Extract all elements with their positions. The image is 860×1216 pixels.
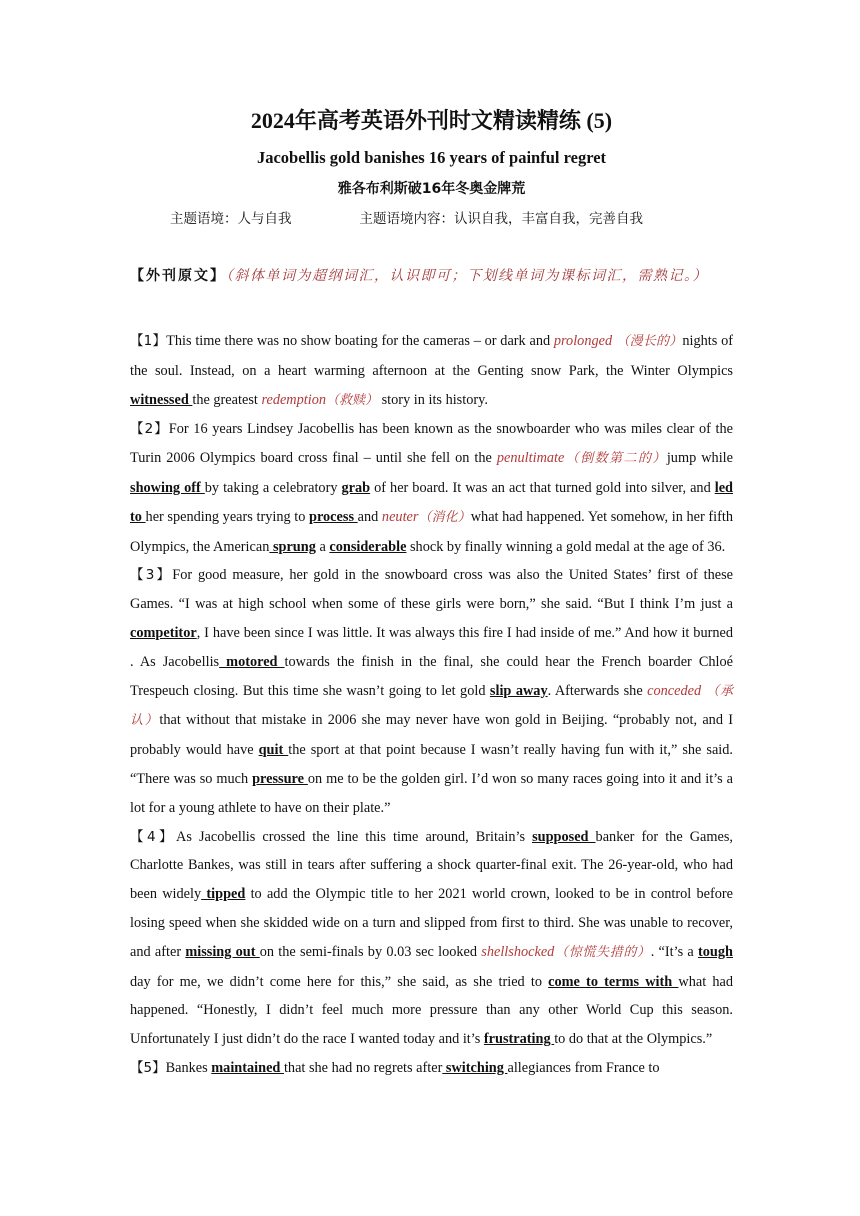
- text-run: the greatest: [192, 391, 262, 408]
- key-word: witnessed: [130, 391, 193, 408]
- key-word: tipped: [201, 886, 246, 903]
- article-body: [130, 327, 733, 1083]
- text-run: Bankes: [165, 1059, 212, 1076]
- advanced-word-en: prolonged: [553, 333, 613, 349]
- text-run: story in its history.: [378, 391, 488, 408]
- advanced-word-gloss: （消化）: [418, 509, 471, 525]
- text-run: to add the Olympic title to her 2021 world crown, looked to be in control before losing speed when she skidded wide on a turn and slipped from first to third. She was unable to recover, and after: [130, 886, 734, 960]
- section-heading: 【外刊原文】: [130, 268, 226, 284]
- key-word: motored: [219, 653, 285, 670]
- key-word: slip away: [489, 682, 548, 699]
- section-note: （斜体单词为超纲词汇，认识即可；下划线单词为课标词汇，需熟记。）: [226, 268, 708, 284]
- text-run: on the semi-finals by 0.03 sec looked: [259, 943, 482, 960]
- key-word: maintained: [211, 1059, 284, 1076]
- advanced-word-en: penultimate: [496, 450, 565, 467]
- advanced-word-en: redemption: [261, 391, 327, 408]
- text-run: shock by finally winning a gold medal at the age of 36.: [406, 538, 726, 555]
- text-run: This time there was no show boating for the cameras – or dark and: [166, 333, 554, 349]
- text-run: her spending years trying to: [145, 508, 309, 525]
- key-word: quit: [258, 742, 289, 759]
- advanced-word-gloss: （救赎）: [326, 392, 379, 408]
- key-word: missing out: [185, 943, 260, 960]
- key-word: considerable: [329, 538, 407, 555]
- theme-content: 主题语境内容：认识自我，丰富自我，完善自我: [359, 211, 643, 227]
- key-word: come to terms with: [548, 973, 679, 990]
- advanced-word-gloss: （倒数第二的）: [564, 451, 667, 467]
- key-word: tough: [698, 943, 733, 960]
- text-run: and: [357, 508, 382, 525]
- advanced-word-gloss: （漫长的）: [612, 334, 683, 349]
- advanced-word-gloss: （承认）: [130, 683, 733, 729]
- paragraph-number: 【3】: [130, 567, 173, 584]
- key-word: led to: [130, 479, 734, 525]
- advanced-word: [497, 450, 667, 466]
- key-word: showing off: [130, 479, 205, 496]
- advanced-word-en: shellshocked: [481, 943, 555, 960]
- text-run: by taking a celebratory: [204, 479, 342, 496]
- key-word: competitor: [130, 624, 197, 641]
- text-run: jump while: [666, 450, 733, 467]
- paragraph-number: 【4】: [130, 828, 177, 845]
- text-run: that she had no regrets after: [283, 1059, 443, 1076]
- text-run: . Afterwards she: [547, 682, 648, 699]
- key-word: sprung: [269, 538, 316, 555]
- key-word: switching: [442, 1059, 508, 1076]
- notice-line: [130, 262, 733, 291]
- text-run: towards the finish in the final, she could hear the French boarder Chloé Trespeuch closing. But this time she wasn’t going to let gold: [130, 653, 733, 699]
- paragraph-2: [130, 415, 733, 561]
- document-title: 2024年高考英语外刊时文精读精练 (5): [250, 108, 613, 133]
- text-run: to do that at the Olympics.”: [554, 1031, 713, 1048]
- theme-label: 主题语境：人与自我: [170, 211, 292, 227]
- text-run: that without that mistake in 2006 she may never have won gold in Beijing. “probably not, and I probably would have: [130, 712, 733, 759]
- advanced-word-en: conceded: [647, 682, 702, 699]
- paragraph-number: 【1】: [130, 333, 167, 349]
- article-headline-cn: 雅各布利斯破16年冬奥金牌荒: [337, 181, 526, 197]
- paragraph-1: [130, 327, 733, 415]
- text-run: what had happened. “Honestly, I didn’t feel much more pressure than any other World Cup this season. Unfortunately I just didn’t do the race I wanted today and it’s: [130, 973, 733, 1048]
- text-run: . “It’s a: [650, 943, 699, 960]
- paragraph-3: [130, 561, 733, 822]
- text-run: on me to be the golden girl. I’d won so many races going into it and it’s a lot for a young athlete to have on their plate.”: [130, 770, 733, 816]
- paragraph-number: 【2】: [130, 421, 169, 438]
- text-run: For good measure, her gold in the snowboard cross was also the United States’ first of these Games. “I was at high school when some of these girls were born,” she said. “But I think I’m just a: [130, 567, 733, 613]
- advanced-word-en: neuter: [381, 508, 419, 525]
- text-run: a: [315, 538, 330, 555]
- advanced-word: [554, 333, 683, 349]
- text-run: As Jacobellis crossed the line this time around, Britain’s: [176, 828, 533, 845]
- paragraph-number: 【5】: [130, 1059, 166, 1076]
- key-word: process: [309, 508, 358, 525]
- advanced-word: [382, 509, 471, 525]
- advanced-word: [261, 392, 378, 408]
- text-run: day for me, we didn’t come here for this,” she said, as she tried to: [130, 973, 549, 990]
- paragraph-4: [130, 823, 733, 1054]
- theme-line: [170, 207, 643, 227]
- text-run: of her board. It was an act that turned gold into silver, and: [370, 479, 715, 496]
- text-run: For 16 years Lindsey Jacobellis has been known as the snowboarder who was miles clear of the Turin 2006 Olympics board cross final – until she fell on the: [130, 421, 733, 467]
- paragraph-5: [130, 1054, 733, 1083]
- text-run: nights of the soul. Instead, on a heart warming afternoon at the Genting snow Park, the Winter Olympics: [130, 333, 733, 379]
- key-word: pressure: [252, 770, 308, 787]
- key-word: grab: [341, 479, 371, 496]
- text-run: allegiances from France to: [507, 1059, 660, 1076]
- key-word: frustrating: [483, 1031, 555, 1048]
- text-run: , I have been since I was little. It was always this fire I had inside of me.” And how it burned . As Jacobellis: [130, 624, 733, 670]
- key-word: supposed: [532, 828, 596, 845]
- advanced-word: [481, 944, 650, 960]
- article-headline: Jacobellis gold banishes 16 years of painful regret: [256, 148, 607, 167]
- text-run: what had happened. Yet somehow, in her fifth Olympics, the American: [130, 508, 734, 555]
- text-run: the sport at that point because I wasn’t really having fun with it,” she said. “There was so much: [130, 742, 733, 787]
- text-run: banker for the Games, Charlotte Bankes, was still in tears after suffering a shock quarter-final exit. The 26-year-old, who had been widely: [130, 828, 733, 903]
- advanced-word-gloss: （惊慌失措的）: [554, 944, 651, 960]
